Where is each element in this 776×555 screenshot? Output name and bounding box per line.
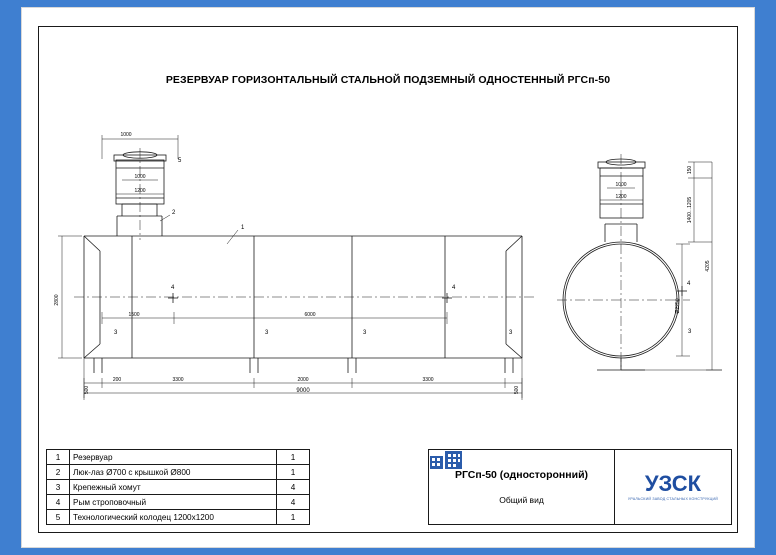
dim-well-top-width: 1000 <box>120 132 132 138</box>
callout-4a: 4 <box>171 285 175 291</box>
callout-3a: 3 <box>114 330 118 336</box>
table-row <box>47 450 310 465</box>
drawing-title: РЕЗЕРВУАР ГОРИЗОНТАЛЬНЫЙ СТАЛЬНОЙ ПОДЗЕМНЫЙ ОДНОСТЕННЫЙ РГСп-50 <box>165 74 611 86</box>
side-dim-well-depth: 1400...1205 <box>687 196 693 224</box>
dim-between-straps: 6000 <box>304 312 316 318</box>
parts-table <box>46 449 310 525</box>
part-qty: 4 <box>277 495 310 510</box>
factory-icon <box>429 450 463 470</box>
part-qty: 1 <box>277 450 310 465</box>
part-qty: 4 <box>277 480 310 495</box>
part-name: Технологический колодец 1200х1200 <box>70 510 277 525</box>
table-row <box>47 495 310 510</box>
side-dim-well-inner: 1000 <box>615 182 627 188</box>
part-name: Крепежный хомут <box>70 480 277 495</box>
part-num: 4 <box>47 495 70 510</box>
dim-total-length: 9000 <box>296 388 310 394</box>
title-block <box>428 449 732 525</box>
part-num: 1 <box>47 450 70 465</box>
part-name: Рым строповочный <box>70 495 277 510</box>
side-dim-total-height: 4205 <box>705 260 711 272</box>
dim-well-outer-width: 1200 <box>134 188 146 194</box>
logo-text: УЗСК <box>644 471 702 496</box>
table-row <box>47 510 310 525</box>
part-num: 3 <box>47 480 70 495</box>
logo-subtext: УРАЛЬСКИЙ ЗАВОД СТАЛЬНЫХ КОНСТРУКЦИЙ <box>627 497 719 501</box>
callout-3b: 3 <box>265 330 269 336</box>
drawing-subtitle: Общий вид <box>499 495 544 505</box>
dim-base-right: 500 <box>514 385 520 395</box>
callout-2: 2 <box>172 210 176 216</box>
dim-base-seg4: 3300 <box>422 377 434 383</box>
dim-tank-height: 2800 <box>54 294 60 306</box>
side-dim-well-outer: 1200 <box>615 194 627 200</box>
company-logo <box>614 450 731 524</box>
side-callout-4: 4 <box>687 281 691 287</box>
dim-saddle-offset: 1500 <box>128 312 140 318</box>
table-row <box>47 480 310 495</box>
dim-base-seg3: 2000 <box>297 377 309 383</box>
part-qty: 1 <box>277 465 310 480</box>
part-qty: 1 <box>277 510 310 525</box>
drawing-sheet <box>22 8 754 547</box>
part-num: 5 <box>47 510 70 525</box>
callout-5: 5 <box>178 158 182 164</box>
callout-4b: 4 <box>452 285 456 291</box>
dim-well-inner-width: 1000 <box>134 174 146 180</box>
dim-base-left: 500 <box>84 385 90 395</box>
dim-base-seg1: 200 <box>112 377 122 383</box>
callout-1: 1 <box>241 225 245 231</box>
part-num: 2 <box>47 465 70 480</box>
side-dim-neck-height: 150 <box>687 165 693 175</box>
product-name: РГСп-50 (односторонний) <box>454 469 589 481</box>
dim-base-seg2: 3300 <box>172 377 184 383</box>
callout-3c: 3 <box>363 330 367 336</box>
callout-3d: 3 <box>509 330 513 336</box>
part-name: Люк-лаз Ø700 с крышкой Ø800 <box>70 465 277 480</box>
table-row <box>47 465 310 480</box>
side-dim-diameter: Ø2250 <box>675 298 681 314</box>
part-name: Резервуар <box>70 450 277 465</box>
side-callout-3: 3 <box>688 329 692 335</box>
